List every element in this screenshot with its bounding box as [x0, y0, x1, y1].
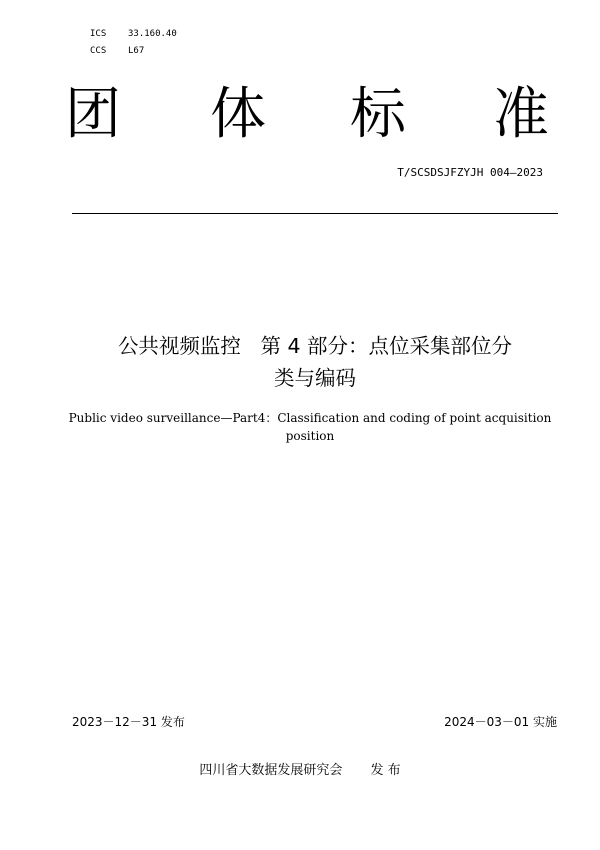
- implementation-date: 2024－03－01 实施: [444, 715, 557, 729]
- header-divider: [72, 213, 558, 214]
- publisher-name: 四川省大数据发展研究会: [199, 763, 343, 778]
- publisher-line: [0, 762, 600, 780]
- ics-label: ICS: [90, 29, 107, 39]
- english-title-line-2: position: [285, 429, 335, 443]
- ccs-label: CCS: [90, 46, 107, 56]
- standard-type-char-1: 团: [65, 82, 121, 147]
- ccs-value: L67: [128, 46, 145, 56]
- chinese-title-line-1: 公共视频监控 第 4 部分：点位采集部位分: [117, 334, 513, 358]
- ccs-classification: [90, 46, 144, 57]
- standard-number: T/SCSDSJFZYJH 004—2023: [397, 166, 543, 179]
- issue-date: 2023－12－31 发布: [72, 715, 185, 729]
- ics-value: 33.160.40: [128, 29, 177, 39]
- chinese-title: [60, 330, 570, 394]
- english-title-line-1: Public video surveillance—Part4：Classification and coding of point acquisition: [68, 411, 552, 425]
- chinese-title-line-2: 类与编码: [274, 366, 356, 390]
- publisher-action: 发 布: [370, 763, 401, 778]
- ics-classification: [90, 29, 177, 40]
- english-title: [60, 409, 560, 445]
- standard-type-char-4: 准: [493, 82, 549, 147]
- standard-type-char-3: 标: [350, 82, 406, 147]
- standard-type-char-2: 体: [210, 82, 266, 147]
